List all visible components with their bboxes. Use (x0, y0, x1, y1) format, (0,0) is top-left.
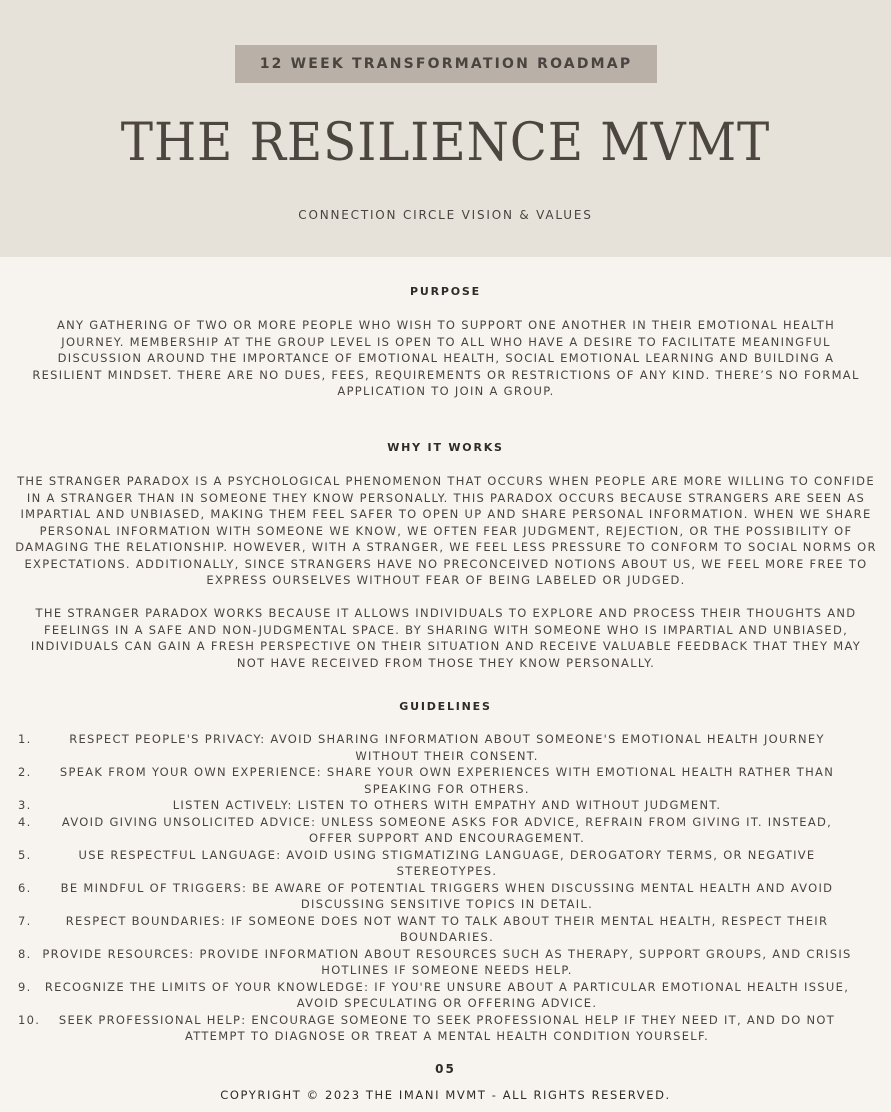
list-item (18, 847, 876, 880)
list-item-number: 5. (18, 847, 32, 862)
copyright-notice: COPYRIGHT © 2023 THE IMANI MVMT - ALL RIGHTS RESERVED. (220, 1088, 671, 1102)
list-item (18, 946, 876, 979)
list-item (18, 979, 876, 1012)
header-banner (0, 0, 891, 257)
purpose-heading: PURPOSE (410, 285, 481, 298)
list-item-text: BE MINDFUL OF TRIGGERS: BE AWARE OF POTENTIAL TRIGGERS WHEN DISCUSSING MENTAL HEALTH AND AVOID DISCUSSING SENSITIVE TOPICS IN DETAIL. (60, 880, 834, 911)
roadmap-badge: 12 WEEK TRANSFORMATION ROADMAP (235, 45, 657, 83)
list-item-text: SPEAK FROM YOUR OWN EXPERIENCE: SHARE YOUR OWN EXPERIENCES WITH EMOTIONAL HEALTH RATHER THAN SPEAKING FOR OTHERS. (59, 765, 835, 796)
list-item-text: USE RESPECTFUL LANGUAGE: AVOID USING STIGMATIZING LANGUAGE, DEROGATORY TERMS, OR NEGATIVE STEREOTYPES. (78, 847, 816, 878)
list-item-number: 6. (18, 880, 32, 895)
list-item (18, 913, 876, 946)
why-paragraph-1: THE STRANGER PARADOX IS A PSYCHOLOGICAL PHENOMENON THAT OCCURS WHEN PEOPLE ARE MORE WILLING TO CONFIDE IN A STRANGER THAN IN SOMEONE THEY KNOW PERSONALLY. THIS PARADOX OCCURS BECAUSE STRANGERS ARE SEEN AS IMPARTIAL AND UNBIASED, MAKING THEM FEEL SAFER TO OPEN UP AND SHARE PERSONAL INFORMATION. WHEN WE SHARE PERSONAL INFORMATION WITH SOMEONE WE KNOW, WE OFTEN FEAR JUDGMENT, REJECTION, OR THE POSSIBILITY OF DAMAGING THE RELATIONSHIP. HOWEVER, WITH A STRANGER, WE FEEL LESS PRESSURE TO CONFORM TO SOCIAL NORMS OR EXPECTATIONS. ADDITIONALLY, SINCE STRANGERS HAVE NO PRECONCEIVED NOTIONS ABOUT US, WE FEEL MORE FREE TO EXPRESS OURSELVES WITHOUT FEAR OF BEING LABELED OR JUDGED. (15, 474, 877, 587)
list-item-text: RESPECT PEOPLE'S PRIVACY: AVOID SHARING INFORMATION ABOUT SOMEONE'S EMOTIONAL HEALTH JOURNEY WITHOUT THEIR CONSENT. (69, 732, 825, 763)
page-title: THE RESILIENCE MVMT (120, 113, 771, 173)
list-item-number: 1. (18, 732, 32, 746)
list-item-number: 4. (18, 814, 32, 829)
list-item-number: 7. (18, 913, 32, 928)
list-item-number: 2. (18, 765, 32, 779)
list-item (18, 797, 876, 814)
page-number: 05 (435, 1062, 456, 1076)
list-item (18, 731, 876, 764)
list-item-text: RESPECT BOUNDARIES: IF SOMEONE DOES NOT WANT TO TALK ABOUT THEIR MENTAL HEALTH, RESPECT THEIR BOUNDARIES. (65, 913, 829, 944)
list-item-text: RECOGNIZE THE LIMITS OF YOUR KNOWLEDGE: IF YOU'RE UNSURE ABOUT A PARTICULAR EMOTIONAL HEALTH ISSUE, AVOID SPECULATING OR OFFERING ADVICE. (44, 979, 850, 1010)
list-item-number: 8. (18, 946, 32, 961)
list-item (18, 814, 876, 847)
list-item (18, 764, 876, 797)
list-item-text: PROVIDE RESOURCES: PROVIDE INFORMATION ABOUT RESOURCES SUCH AS THERAPY, SUPPORT GROUPS, AND CRISIS HOTLINES IF SOMEONE NEEDS HELP. (42, 946, 852, 977)
list-item (18, 880, 876, 913)
list-item-text: LISTEN ACTIVELY: LISTEN TO OTHERS WITH EMPATHY AND WITHOUT JUDGMENT. (172, 798, 722, 812)
purpose-text: ANY GATHERING OF TWO OR MORE PEOPLE WHO WISH TO SUPPORT ONE ANOTHER IN THEIR EMOTIONAL HEALTH JOURNEY. MEMBERSHIP AT THE GROUP LEVEL IS OPEN TO ALL WHO HAVE A DESIRE TO FACILITATE MEANINGFUL DISCUSSION AROUND THE IMPORTANCE OF EMOTIONAL HEALTH, SOCIAL EMOTIONAL LEARNING AND BUILDING A RESILIENT MINDSET. THERE ARE NO DUES, FEES, REQUIREMENTS OR RESTRICTIONS OF ANY KIND. THERE’S NO FORMAL APPLICATION TO JOIN A GROUP. (32, 318, 860, 398)
list-item-number: 9. (18, 979, 32, 994)
page-subtitle: CONNECTION CIRCLE VISION & VALUES (298, 208, 593, 222)
why-paragraph-2: THE STRANGER PARADOX WORKS BECAUSE IT ALLOWS INDIVIDUALS TO EXPLORE AND PROCESS THEIR THOUGHTS AND FEELINGS IN A SAFE AND NON-JUDGMENTAL SPACE. BY SHARING WITH SOMEONE WHO IS IMPARTIAL AND UNBIASED, INDIVIDUALS CAN GAIN A FRESH PERSPECTIVE ON THEIR SITUATION AND RECEIVE VALUABLE FEEDBACK THAT THEY MAY NOT HAVE RECEIVED FROM THOSE THEY KNOW PERSONALLY. (30, 606, 862, 670)
why-it-works-heading: WHY IT WORKS (387, 441, 504, 454)
list-item-number: 10. (18, 1012, 41, 1027)
guidelines-list (18, 731, 876, 1045)
list-item-text: AVOID GIVING UNSOLICITED ADVICE: UNLESS SOMEONE ASKS FOR ADVICE, REFRAIN FROM GIVING IT. INSTEAD, OFFER SUPPORT AND ENCOURAGEMENT. (61, 814, 833, 845)
guidelines-heading: GUIDELINES (399, 700, 492, 713)
list-item (18, 1012, 876, 1045)
list-item-text: SEEK PROFESSIONAL HELP: ENCOURAGE SOMEONE TO SEEK PROFESSIONAL HELP IF THEY NEED IT, AND DO NOT ATTEMPT TO DIAGNOSE OR TREAT A MENTAL HEALTH CONDITION YOURSELF. (58, 1012, 836, 1043)
list-item-number: 3. (18, 798, 32, 812)
